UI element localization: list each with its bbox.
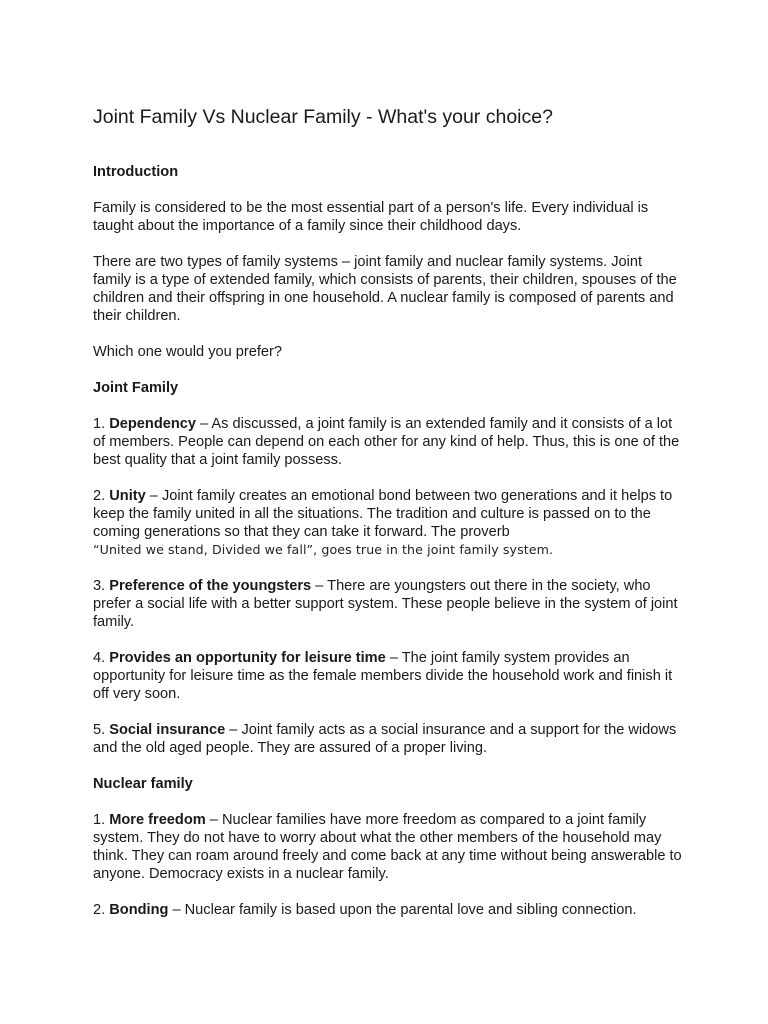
item-term: Unity — [109, 488, 146, 504]
item-text: – Nuclear family is based upon the parental love and sibling connection. — [168, 902, 637, 918]
item-term: Social insurance — [109, 722, 226, 738]
item-number: 2. — [93, 902, 110, 918]
item-term: Provides an opportunity for leisure time — [109, 650, 386, 666]
joint-item-unity — [93, 487, 683, 559]
item-term: Preference of the youngsters — [109, 578, 312, 594]
item-term: More freedom — [109, 812, 206, 828]
document-page — [93, 104, 683, 937]
joint-item-social-insurance — [93, 721, 683, 757]
item-number: 2. — [93, 488, 110, 504]
intro-paragraph-3: Which one would you prefer? — [93, 344, 283, 360]
nuclear-item-more-freedom — [93, 811, 683, 883]
item-number: 1. — [93, 416, 110, 432]
item-number: 3. — [93, 578, 110, 594]
item-term: Bonding — [109, 902, 169, 918]
item-term: Dependency — [109, 416, 197, 432]
item-text: – There are youngsters out there in the society, who prefer a social life with a better support system. These people believe in the system of joint family. — [93, 578, 678, 630]
document-title: Joint Family Vs Nuclear Family - What's your choice? — [93, 106, 553, 128]
item-text: – Nuclear families have more freedom as compared to a joint family system. They do not have to worry about what the other members of the household may think. They can roam around freely and come back at any time without being answerable to anyone. Democracy exists in a nuclear family. — [93, 812, 682, 882]
section-heading-nuclear-family: Nuclear family — [93, 776, 193, 792]
proverb-quote: “United we stand, Divided we fall”, goes true in the joint family system. — [93, 542, 554, 557]
joint-item-preference-of-youngsters — [93, 577, 683, 631]
joint-item-leisure-time — [93, 649, 683, 703]
item-number: 1. — [93, 812, 110, 828]
item-text: – Joint family creates an emotional bond between two generations and it helps to keep the family united in all the situations. The tradition and culture is passed on to the coming generations so that they can take it forward. The proverb — [93, 488, 673, 540]
intro-paragraph-1: Family is considered to be the most essential part of a person's life. Every individual is taught about the importance of a family since their childhood days. — [93, 200, 649, 234]
item-text: – As discussed, a joint family is an extended family and it consists of a lot of members. People can depend on each other for any kind of help. Thus, this is one of the best quality that a joint family possess. — [93, 416, 680, 468]
intro-paragraph-2: There are two types of family systems – joint family and nuclear family systems. Joint family is a type of extended family, which consists of parents, their children, spouses of the children and their offspring in one household. A nuclear family is composed of parents and their children. — [93, 254, 677, 324]
nuclear-item-bonding — [93, 901, 683, 919]
item-text: – Joint family acts as a social insurance and a support for the widows and the old aged people. They are assured of a proper living. — [93, 722, 677, 756]
item-number: 4. — [93, 650, 110, 666]
item-text: – The joint family system provides an opportunity for leisure time as the female members divide the household work and finish it off very soon. — [93, 650, 673, 702]
section-heading-joint-family: Joint Family — [93, 380, 179, 396]
section-heading-introduction: Introduction — [93, 164, 179, 180]
joint-item-dependency — [93, 415, 683, 469]
item-number: 5. — [93, 722, 110, 738]
